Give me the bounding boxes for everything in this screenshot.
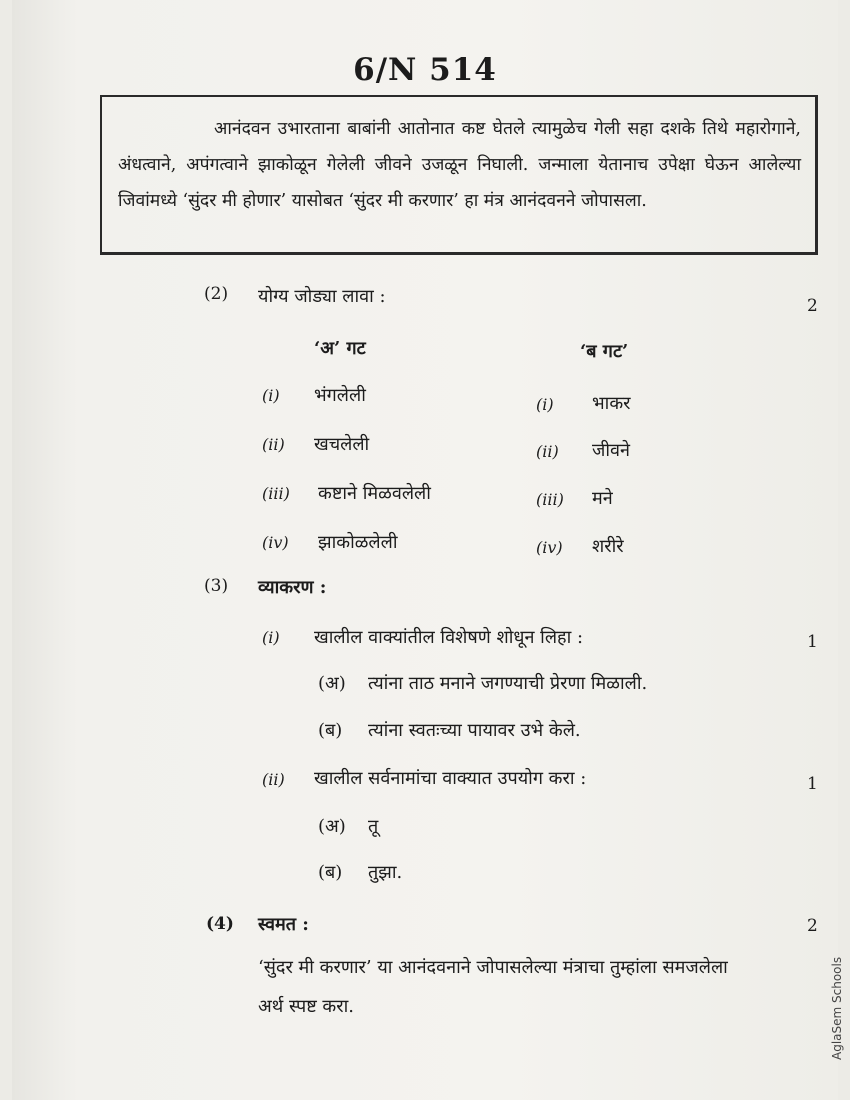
group-a-item: भंगलेली: [314, 385, 366, 406]
group-b-heading: ‘ब गट’: [580, 341, 629, 362]
group-a-label: (ii): [262, 435, 285, 454]
group-a-item: कष्टाने मिळवलेली: [318, 483, 431, 504]
group-b-label: (iii): [536, 490, 564, 509]
q3-i-text: खालील वाक्यांतील विशेषणे शोधून लिहा :: [314, 627, 584, 648]
group-b-item: शरीरे: [592, 536, 624, 557]
q4-number: (4): [206, 914, 234, 934]
q2-marks: 2: [807, 296, 818, 316]
q3-i-option-label: (ब): [318, 720, 343, 741]
q3-ii-option-label: (अ): [318, 816, 346, 837]
group-b-item: जीवने: [592, 440, 631, 461]
paper-code: 6/N 514: [353, 52, 497, 88]
group-b-label: (iv): [536, 538, 563, 557]
group-a-label: (i): [262, 386, 280, 405]
q3-ii-option-label: (ब): [318, 862, 343, 883]
group-b-label: (ii): [536, 442, 559, 461]
q4-marks: 2: [807, 916, 818, 936]
group-a-label: (iii): [262, 484, 290, 503]
group-a-heading: ‘अ’ गट: [314, 338, 366, 359]
q3-ii-marks: 1: [807, 774, 818, 794]
q3-ii-option-text: तुझा.: [368, 862, 403, 883]
q3-i-marks: 1: [807, 632, 818, 652]
passage-box: [100, 95, 818, 255]
group-a-item: खचलेली: [314, 434, 370, 455]
q3-i-option-text: त्यांना ताठ मनाने जगण्याची प्रेरणा मिळाली.: [368, 673, 648, 694]
group-a-label: (iv): [262, 533, 289, 552]
q3-i-label: (i): [262, 628, 280, 647]
watermark-text: AglaSem Schools: [830, 956, 844, 1060]
passage-text: आनंदवन उभारताना बाबांनी आतोनात कष्ट घेतले त्यामुळेच गेली सहा दशके तिथे महारोगाने, अंधत्वाने, अपंगत्वाने झाकोळून गेलेली जीवने उजळून निघाली. जन्माला येतानाच उपेक्षा घेऊन आलेल्या जिवांमध्ये ‘सुंदर मी होणार’ यासोबत ‘सुंदर मी करणार’ हा मंत्र आनंदवनने जोपासला.: [118, 119, 801, 211]
q3-title: व्याकरण :: [258, 577, 327, 598]
q3-ii-label: (ii): [262, 770, 285, 789]
group-b-label: (i): [536, 395, 554, 414]
q3-i-option-text: त्यांना स्वतःच्या पायावर उभे केले.: [368, 720, 581, 741]
q2-number: (2): [204, 284, 229, 304]
group-b-item: भाकर: [592, 393, 631, 414]
q3-ii-text: खालील सर्वनामांचा वाक्यात उपयोग करा :: [314, 768, 587, 789]
q3-ii-option-text: तू: [368, 816, 379, 837]
q4-question-line: ‘सुंदर मी करणार’ या आनंदवनाने जोपासलेल्या मंत्राचा तुम्हांला समजलेला: [258, 957, 728, 978]
q3-i-option-label: (अ): [318, 673, 346, 694]
exam-page: [12, 0, 844, 1100]
q4-title: स्वमत :: [258, 914, 309, 935]
q4-question-line: अर्थ स्पष्ट करा.: [258, 996, 355, 1017]
group-b-item: मने: [592, 488, 613, 509]
q2-title: योग्य जोड्या लावा :: [258, 286, 386, 307]
group-a-item: झाकोळलेली: [318, 532, 398, 553]
q3-number: (3): [204, 576, 229, 596]
